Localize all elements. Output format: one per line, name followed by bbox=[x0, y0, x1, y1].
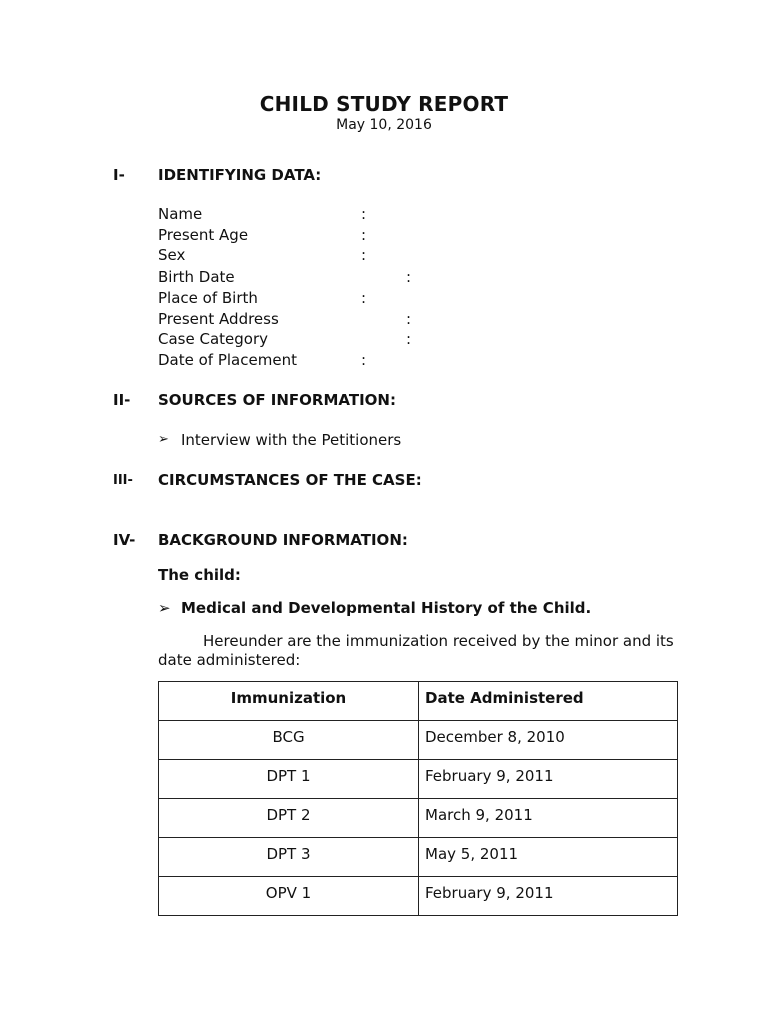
cell-immunization: OPV 1 bbox=[159, 877, 419, 916]
section-4-heading: BACKGROUND INFORMATION: bbox=[158, 531, 408, 549]
section-3-number: III- bbox=[113, 473, 133, 488]
section-2-heading: SOURCES OF INFORMATION: bbox=[158, 391, 396, 409]
section-4-number: IV- bbox=[113, 531, 136, 549]
table-row bbox=[159, 760, 678, 799]
field-colon-present-address: : bbox=[406, 310, 412, 328]
immunization-paragraph bbox=[158, 632, 678, 670]
source-item: Interview with the Petitioners bbox=[181, 431, 402, 449]
field-label-case-category: Case Category bbox=[158, 330, 268, 348]
table-row bbox=[159, 838, 678, 877]
cell-date: February 9, 2011 bbox=[419, 760, 678, 799]
field-colon-name: : bbox=[361, 205, 367, 223]
cell-date: February 9, 2011 bbox=[419, 877, 678, 916]
report-date: May 10, 2016 bbox=[336, 117, 432, 133]
field-label-sex: Sex bbox=[158, 246, 186, 264]
section-2-number: II- bbox=[113, 391, 131, 409]
table-row bbox=[159, 877, 678, 916]
table-header-row bbox=[159, 682, 678, 721]
cell-immunization: BCG bbox=[159, 721, 419, 760]
field-label-place-of-birth: Place of Birth bbox=[158, 289, 258, 307]
cell-immunization: DPT 2 bbox=[159, 799, 419, 838]
field-colon-place-of-birth: : bbox=[361, 289, 367, 307]
table-row bbox=[159, 721, 678, 760]
field-colon-case-category: : bbox=[406, 330, 412, 348]
field-label-name: Name bbox=[158, 205, 203, 223]
cell-date: May 5, 2011 bbox=[419, 838, 678, 877]
arrow-bullet-icon: ➢ bbox=[158, 599, 171, 617]
medical-history-heading: Medical and Developmental History of the Child. bbox=[181, 599, 592, 617]
cell-immunization: DPT 1 bbox=[159, 760, 419, 799]
cell-date: March 9, 2011 bbox=[419, 799, 678, 838]
section-1-heading: IDENTIFYING DATA: bbox=[158, 166, 322, 184]
section-3-heading: CIRCUMSTANCES OF THE CASE: bbox=[158, 471, 422, 489]
immunization-table bbox=[158, 681, 678, 916]
field-colon-birth-date: : bbox=[406, 268, 412, 286]
cell-immunization: DPT 3 bbox=[159, 838, 419, 877]
header-immunization: Immunization bbox=[159, 682, 419, 721]
field-label-birth-date: Birth Date bbox=[158, 268, 235, 286]
immunization-paragraph-text: Hereunder are the immunization received by the minor and its date administered: bbox=[158, 632, 674, 669]
field-colon-present-age: : bbox=[361, 226, 367, 244]
field-label-present-address: Present Address bbox=[158, 310, 279, 328]
arrow-bullet-icon: ➢ bbox=[158, 432, 169, 447]
field-label-date-of-placement: Date of Placement bbox=[158, 351, 297, 369]
child-subheading: The child: bbox=[158, 566, 241, 584]
section-1-number: I- bbox=[113, 166, 125, 184]
field-colon-sex: : bbox=[361, 246, 367, 264]
field-label-present-age: Present Age bbox=[158, 226, 249, 244]
header-date-administered: Date Administered bbox=[419, 682, 678, 721]
field-colon-date-of-placement: : bbox=[361, 351, 367, 369]
table-row bbox=[159, 799, 678, 838]
report-title: CHILD STUDY REPORT bbox=[259, 92, 509, 116]
cell-date: December 8, 2010 bbox=[419, 721, 678, 760]
